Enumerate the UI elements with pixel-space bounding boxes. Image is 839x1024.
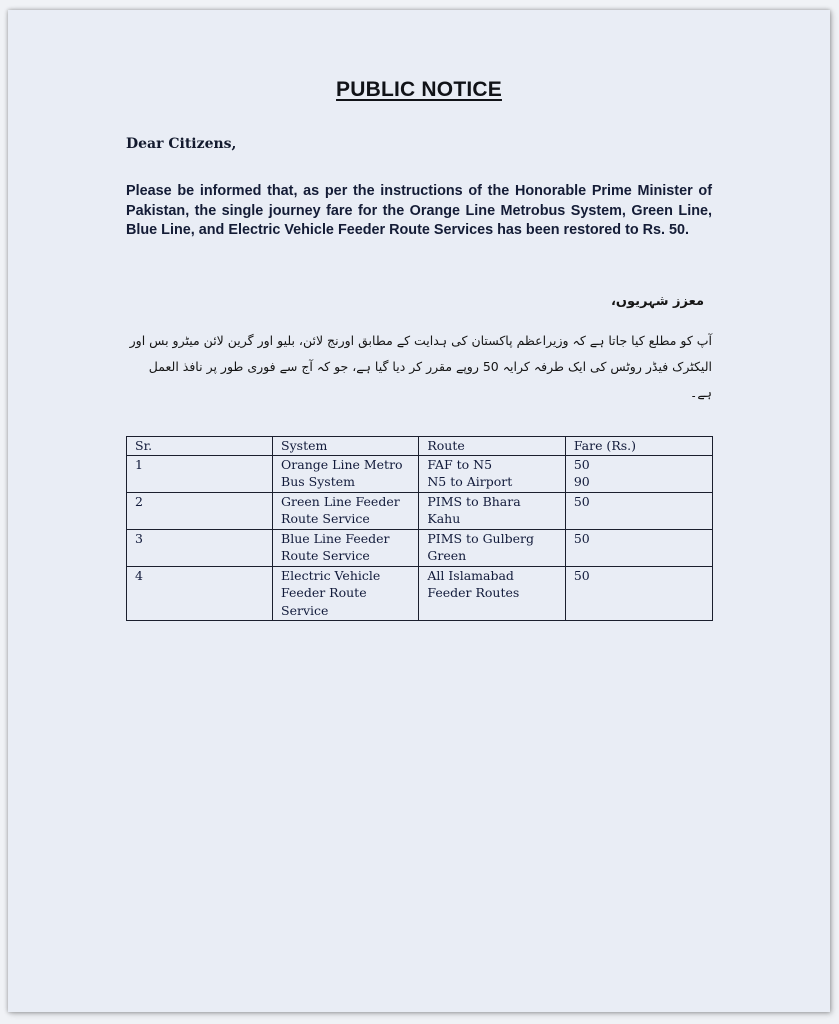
cell-route (419, 529, 565, 566)
cell-line: Green (427, 548, 467, 563)
cell-line: All Islamabad (427, 567, 514, 583)
cell-system (273, 566, 419, 621)
notice-body-english: Please be informed that, as per the instructions of the Honorable Prime Minister of Pakistan, the single journey fare for the Orange Line Metrobus System, Green Line, Blue Line, and Electric Vehicle Feeder Route Services has been restored to Rs. 50. (126, 183, 712, 239)
cell-line: PIMS to Bhara Kahu (427, 493, 521, 526)
table-header-row (127, 437, 713, 456)
notice-title: PUBLIC NOTICE (336, 78, 502, 101)
cell-line: Electric Vehicle (281, 567, 381, 583)
header-sr: Sr. (127, 437, 273, 456)
header-route: Route (419, 437, 565, 456)
cell-system (273, 492, 419, 529)
table-row (127, 566, 713, 621)
cell-fare (565, 455, 712, 492)
notice-page (8, 10, 830, 1012)
header-fare: Fare (Rs.) (565, 437, 712, 456)
cell-line: Feeder Routes (427, 585, 520, 600)
cell-line: Route Service (281, 548, 370, 563)
cell-sr: 1 (127, 455, 273, 492)
cell-line: Service (281, 602, 329, 618)
cell-sr: 2 (127, 492, 273, 529)
header-system: System (273, 437, 419, 456)
cell-line: Feeder Route (281, 585, 367, 600)
cell-fare (565, 529, 712, 566)
cell-fare (565, 566, 712, 621)
cell-line: 50 (573, 530, 590, 546)
cell-system (273, 529, 419, 566)
salutation-urdu: معزز شہریوں، (610, 294, 704, 309)
cell-line: 90 (573, 474, 590, 489)
fare-table (126, 436, 713, 621)
cell-sr: 3 (127, 529, 273, 566)
table-row (127, 529, 713, 566)
cell-line: Green Line Feeder (281, 493, 400, 509)
notice-body-urdu: آپ کو مطلع کیا جاتا ہے کہ وزیراعظم پاکستان کی ہدایت کے مطابق اورنج لائن، بلیو اور گرین لائن میٹرو بس اور الیکٹرک فیڈر روٹس کی ایک طرفہ کرایہ 50 روپے مقرر کر دیا گیا ہے، جو کہ آج سے فوری طور پر نافذ العمل ہے۔ (129, 333, 712, 400)
cell-line: 50 (573, 493, 590, 509)
cell-line: N5 to Airport (427, 474, 513, 489)
cell-line: Blue Line Feeder (281, 530, 390, 546)
cell-route (419, 455, 565, 492)
cell-route (419, 492, 565, 529)
cell-line: PIMS to Gulberg (427, 530, 534, 546)
salutation-english: Dear Citizens, (126, 136, 237, 152)
cell-fare (565, 492, 712, 529)
cell-line: 50 (573, 456, 590, 472)
table-row (127, 455, 713, 492)
cell-route (419, 566, 565, 621)
cell-line: Bus System (281, 474, 355, 489)
table-row (127, 492, 713, 529)
cell-system (273, 455, 419, 492)
cell-line: 50 (573, 567, 590, 583)
cell-line: Route Service (281, 511, 370, 526)
cell-line: FAF to N5 (427, 456, 493, 472)
cell-line: Orange Line Metro (281, 456, 403, 472)
cell-sr: 4 (127, 566, 273, 621)
